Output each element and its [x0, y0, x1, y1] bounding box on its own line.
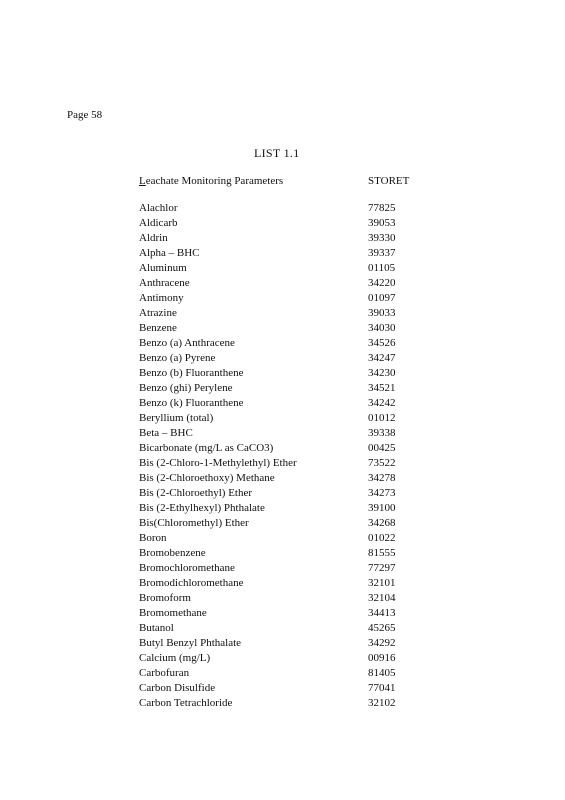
list-item: [139, 606, 429, 621]
list-item: [139, 666, 429, 681]
storet-code: 01105: [368, 262, 396, 274]
parameter-list: [139, 201, 429, 711]
storet-code: 32101: [368, 577, 396, 589]
parameter-name: Beta – BHC: [139, 427, 193, 439]
parameter-name: Benzo (b) Fluoranthene: [139, 367, 244, 379]
parameter-name: Alachlor: [139, 202, 178, 214]
list-item: [139, 621, 429, 636]
list-item: [139, 426, 429, 441]
list-item: [139, 321, 429, 336]
parameter-name: Benzo (ghi) Perylene: [139, 382, 233, 394]
storet-code: 34278: [368, 472, 396, 484]
storet-code: 34413: [368, 607, 396, 619]
column-header-parameters-initial: L: [139, 175, 146, 187]
storet-code: 34268: [368, 517, 396, 529]
list-item: [139, 636, 429, 651]
storet-code: 34521: [368, 382, 396, 394]
parameter-name: Benzo (a) Pyrene: [139, 352, 216, 364]
list-item: [139, 276, 429, 291]
parameter-name: Bis (2-Chloroethoxy) Methane: [139, 472, 275, 484]
parameter-name: Aluminum: [139, 262, 187, 274]
storet-code: 77297: [368, 562, 396, 574]
list-item: [139, 681, 429, 696]
parameter-name: Bicarbonate (mg/L as CaCO3): [139, 442, 274, 454]
column-header-row: [139, 174, 429, 189]
parameter-name: Butyl Benzyl Phthalate: [139, 637, 242, 649]
parameter-name: Atrazine: [139, 307, 177, 319]
parameter-name: Bromoform: [139, 592, 191, 604]
parameter-name: Bis (2-Chloroethyl) Ether: [139, 487, 253, 499]
storet-code: 39337: [368, 247, 396, 259]
list-item: [139, 336, 429, 351]
parameter-name: Carbon Disulfide: [139, 682, 216, 694]
list-item: [139, 486, 429, 501]
storet-code: 39033: [368, 307, 396, 319]
parameter-name: Carbon Tetrachloride: [139, 697, 233, 709]
parameter-name: Benzo (k) Fluoranthene: [139, 397, 244, 409]
parameter-name: Aldicarb: [139, 217, 178, 229]
storet-code: 01022: [368, 532, 396, 544]
parameter-name: Bis(Chloromethyl) Ether: [139, 517, 249, 529]
list-item: [139, 441, 429, 456]
parameter-name: Calcium (mg/L): [139, 652, 211, 664]
list-item: [139, 546, 429, 561]
storet-code: 00916: [368, 652, 396, 664]
list-item: [139, 396, 429, 411]
storet-code: 32102: [368, 697, 396, 709]
storet-code: 34292: [368, 637, 396, 649]
list-item: [139, 591, 429, 606]
parameter-name: Butanol: [139, 622, 174, 634]
list-item: [139, 246, 429, 261]
list-item: [139, 456, 429, 471]
storet-code: 39330: [368, 232, 396, 244]
list-item: [139, 366, 429, 381]
parameter-name: Aldrin: [139, 232, 168, 244]
list-item: [139, 201, 429, 216]
page-number: Page 58: [67, 109, 103, 121]
parameter-name: Anthracene: [139, 277, 190, 289]
storet-code: 81405: [368, 667, 396, 679]
list-item: [139, 291, 429, 306]
parameter-name: Bis (2-Chloro-1-Methylethyl) Ether: [139, 457, 297, 469]
storet-code: 32104: [368, 592, 396, 604]
storet-code: 34247: [368, 352, 396, 364]
storet-code: 01097: [368, 292, 396, 304]
parameter-name: Bromomethane: [139, 607, 207, 619]
parameter-name: Benzene: [139, 322, 177, 334]
parameter-name: Alpha – BHC: [139, 247, 200, 259]
parameter-name: Bromobenzene: [139, 547, 206, 559]
list-item: [139, 561, 429, 576]
list-item: [139, 576, 429, 591]
list-item: [139, 351, 429, 366]
storet-code: 77041: [368, 682, 396, 694]
storet-code: 00425: [368, 442, 396, 454]
parameter-name: Antimony: [139, 292, 184, 304]
list-title: LIST 1.1: [254, 146, 300, 160]
list-item: [139, 501, 429, 516]
list-item: [139, 381, 429, 396]
parameter-name: Bromochloromethane: [139, 562, 235, 574]
column-header-parameters: [139, 174, 283, 189]
column-header-parameters-rest: eachate Monitoring Parameters: [145, 175, 284, 187]
parameter-name: Beryllium (total): [139, 412, 214, 424]
list-item: [139, 516, 429, 531]
list-item: [139, 651, 429, 666]
list-item: [139, 231, 429, 246]
parameter-name: Bromodichloromethane: [139, 577, 244, 589]
parameter-name: Boron: [139, 532, 167, 544]
storet-code: 34242: [368, 397, 396, 409]
column-header-storet: STORET: [368, 175, 410, 187]
storet-code: 34273: [368, 487, 396, 499]
parameter-name: Bis (2-Ethylhexyl) Phthalate: [139, 502, 265, 514]
storet-code: 34030: [368, 322, 396, 334]
list-item: [139, 216, 429, 231]
storet-code: 34230: [368, 367, 396, 379]
list-item: [139, 411, 429, 426]
storet-code: 39053: [368, 217, 396, 229]
list-item: [139, 696, 429, 711]
storet-code: 73522: [368, 457, 396, 469]
storet-code: 34526: [368, 337, 396, 349]
storet-code: 45265: [368, 622, 396, 634]
storet-code: 01012: [368, 412, 396, 424]
parameter-name: Carbofuran: [139, 667, 190, 679]
storet-code: 39100: [368, 502, 396, 514]
storet-code: 39338: [368, 427, 396, 439]
storet-code: 81555: [368, 547, 396, 559]
storet-code: 77825: [368, 202, 396, 214]
storet-code: 34220: [368, 277, 396, 289]
parameter-name: Benzo (a) Anthracene: [139, 337, 235, 349]
list-item: [139, 306, 429, 321]
list-item: [139, 261, 429, 276]
list-item: [139, 531, 429, 546]
list-item: [139, 471, 429, 486]
